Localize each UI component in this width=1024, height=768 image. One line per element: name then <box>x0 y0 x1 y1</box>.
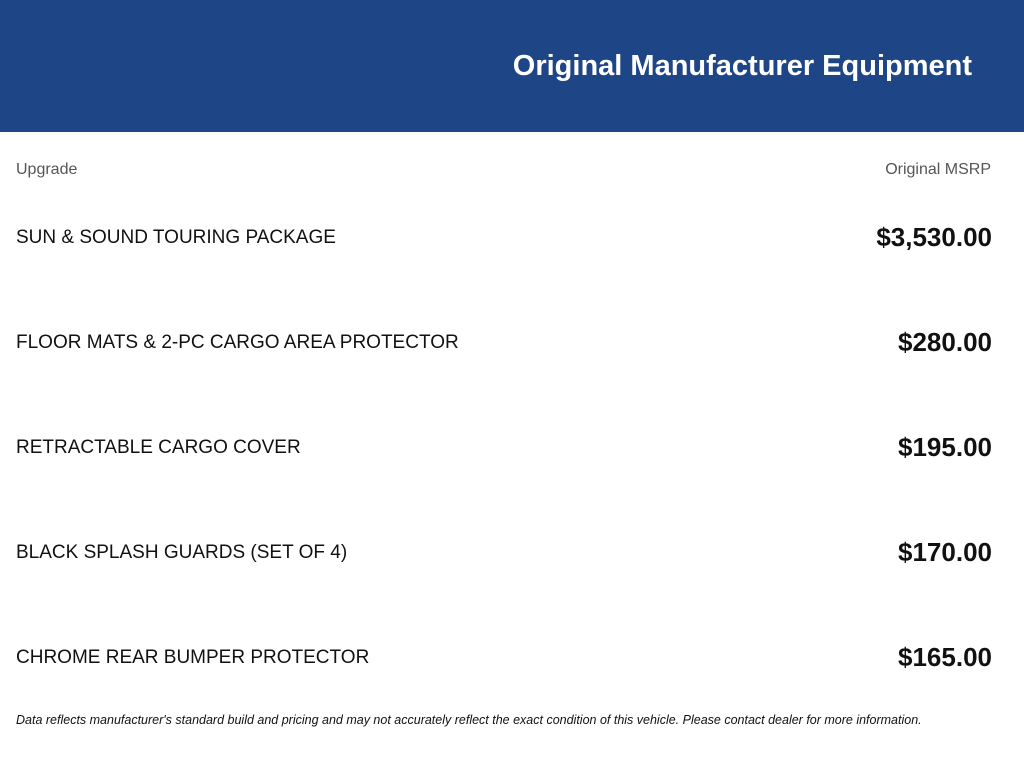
item-name: SUN & SOUND TOURING PACKAGE <box>16 227 336 248</box>
equipment-list <box>0 185 1024 710</box>
column-header-msrp: Original MSRP <box>885 161 991 178</box>
list-item <box>0 185 1024 290</box>
disclaimer-text: Data reflects manufacturer's standard build and pricing and may not accurately reflect the exact condition of this vehicle. Please contact dealer for more information. <box>16 713 922 727</box>
item-price: $195.00 <box>898 432 992 462</box>
item-price: $280.00 <box>898 327 992 357</box>
header-banner <box>0 0 1024 132</box>
item-name: BLACK SPLASH GUARDS (SET OF 4) <box>16 542 348 563</box>
page-title: Original Manufacturer Equipment <box>512 50 972 82</box>
list-item <box>0 290 1024 395</box>
item-name: FLOOR MATS & 2-PC CARGO AREA PROTECTOR <box>16 332 459 353</box>
column-header-upgrade: Upgrade <box>16 161 78 178</box>
list-item <box>0 395 1024 500</box>
list-item <box>0 500 1024 605</box>
item-name: CHROME REAR BUMPER PROTECTOR <box>16 647 370 668</box>
list-item <box>0 605 1024 710</box>
item-price: $165.00 <box>898 642 992 672</box>
item-price: $170.00 <box>898 537 992 567</box>
item-name: RETRACTABLE CARGO COVER <box>16 437 301 458</box>
item-price: $3,530.00 <box>876 222 992 252</box>
